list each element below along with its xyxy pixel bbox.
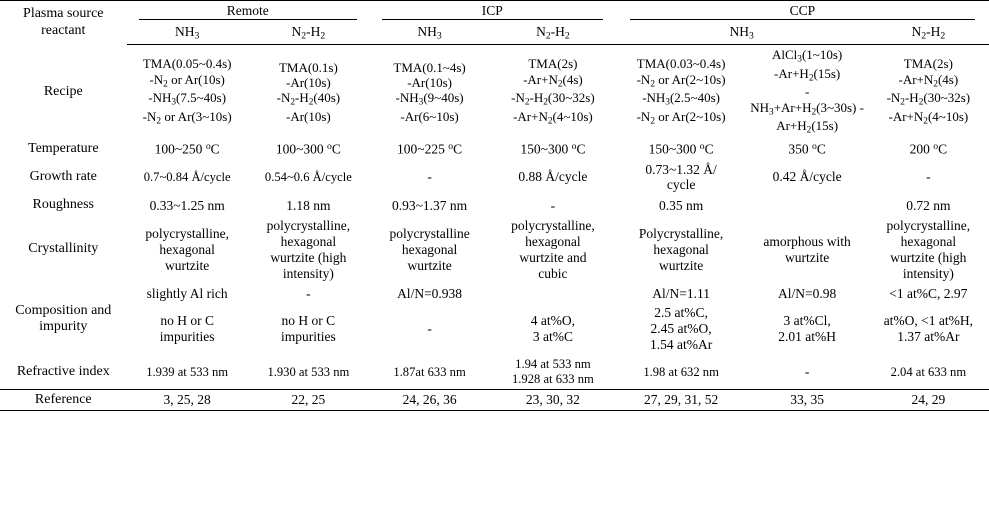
composition-icp-nh3-top: Al/N=0.938 [397, 285, 463, 301]
crystallinity-icp-n2h2 [490, 216, 616, 284]
composition-remote-nh3-top: slightly Al rich [146, 285, 228, 301]
growth-rate-ccp-nh3-a-line1: 0.73~1.32 Å/ [645, 161, 717, 177]
refractive-remote-n2h2: 1.930 at 533 nm [267, 364, 350, 379]
crystallinity-icp-n2h2-l1: polycrystalline, [511, 217, 595, 233]
crystallinity-ccp-nh3-b [747, 216, 868, 284]
reference-ccp-nh3-a: 27, 29, 31, 52 [616, 389, 747, 411]
row-label-composition-l1: Composition and [15, 302, 112, 318]
recipe-remote-nh3: TMA(0.05~0.4s) $-N_2$ or Ar(10s) $-NH_3(7.5\sim 40s)$ $-N_2$ or Ar(3~10s) [142, 56, 232, 127]
reactant-icp-nh3: $NH_3$ [369, 22, 490, 45]
table-row-composition-bottom [0, 303, 989, 355]
composition-remote-nh3 [127, 303, 248, 355]
temperature-ccp-nh3-a: 150~300 $^o$C [648, 141, 714, 157]
header-group-row [0, 1, 989, 22]
reactant-icp-n2h2: $N_2-H_2$ [490, 22, 616, 45]
recipe-icp-n2h2: TMA(2s) $-Ar+N_2(4s)$ $-N_2-H_2(30\sim 32s)$ $-Ar+N_2(4\sim 10s)$ [511, 56, 595, 127]
composition-ccp-nh3-a-l2: 2.45 at%O, [650, 321, 712, 337]
crystallinity-remote-n2h2 [248, 216, 369, 284]
composition-ccp-nh3-a-l1: 2.5 at%C, [654, 305, 708, 321]
composition-ccp-nh3-b-l2: 2.01 at%H [778, 329, 836, 345]
composition-ccp-nh3-a-top: Al/N=1.11 [652, 285, 710, 301]
crystallinity-ccp-nh3-b-l1: amorphous with [763, 233, 851, 249]
composition-ccp-nh3-b-l1: 3 at%Cl, [783, 313, 831, 329]
roughness-remote-nh3: 0.33~1.25 nm [149, 197, 225, 213]
table-row-reference [0, 389, 989, 411]
crystallinity-remote-nh3-l1: polycrystalline, [145, 225, 229, 241]
crystallinity-remote-nh3 [127, 216, 248, 284]
crystallinity-ccp-n2h2 [868, 216, 989, 284]
group-header-icp-label: ICP [382, 3, 603, 20]
reference-ccp-nh3-b: 33, 35 [747, 389, 868, 411]
crystallinity-ccp-nh3-a-l3: wurtzite [658, 257, 704, 273]
composition-icp-n2h2-top [490, 284, 616, 304]
crystallinity-ccp-nh3-a [616, 216, 747, 284]
refractive-ccp-nh3-b: - [804, 364, 810, 380]
crystallinity-icp-n2h2-l2: hexagonal [525, 233, 581, 249]
growth-rate-ccp-nh3-b: 0.42 Å/cycle [772, 169, 842, 185]
table-row-growth-rate [0, 160, 989, 196]
crystallinity-ccp-n2h2-l2: hexagonal [900, 233, 957, 249]
reactant-ccp-nh3: $NH_3$ [616, 22, 868, 45]
composition-ccp-n2h2-l2: 1.37 at%Ar [897, 329, 960, 345]
growth-rate-icp-nh3: - [427, 169, 432, 185]
crystallinity-ccp-nh3-a-l1: Polycrystalline, [638, 225, 724, 241]
recipe-remote-n2h2: TMA(0.1s) -Ar(10s) $-N_2-H_2(40s)$ -Ar(10s) [276, 59, 341, 125]
corner-label [0, 1, 127, 45]
growth-rate-remote-n2h2: 0.54~0.6 Å/cycle [264, 169, 352, 184]
crystallinity-ccp-n2h2-l1: polycrystalline, [886, 217, 971, 233]
crystallinity-remote-n2h2-l1: polycrystalline, [266, 217, 351, 233]
composition-ccp-nh3-a [616, 303, 747, 355]
composition-icp-nh3 [369, 303, 490, 355]
composition-remote-n2h2-l2: impurities [280, 329, 336, 345]
composition-remote-n2h2 [248, 303, 369, 355]
composition-ccp-nh3-a-l3: 1.54 at%Ar [649, 337, 713, 353]
growth-rate-ccp-nh3-a-line2: cycle [666, 177, 696, 193]
crystallinity-remote-nh3-l3: wurtzite [165, 257, 210, 273]
crystallinity-remote-n2h2-l3: wurtzite (high [270, 249, 347, 265]
composition-ccp-nh3-b-top: Al/N=0.98 [777, 285, 837, 301]
group-header-ccp-label: CCP [630, 3, 975, 20]
composition-remote-n2h2-top: - [306, 285, 311, 301]
row-label-composition [0, 284, 127, 356]
composition-ccp-n2h2-top: <1 at%C, 2.97 [889, 285, 968, 301]
row-label-temperature: Temperature [28, 140, 99, 156]
row-label-crystallinity: Crystallinity [28, 241, 99, 257]
crystallinity-ccp-nh3-a-l2: hexagonal [653, 241, 709, 257]
reference-icp-n2h2: 23, 30, 32 [490, 389, 616, 411]
crystallinity-ccp-nh3-b-l2: wurtzite [785, 249, 830, 265]
crystallinity-remote-nh3-l2: hexagonal [159, 241, 215, 257]
growth-rate-icp-n2h2: 0.88 Å/cycle [518, 169, 588, 185]
row-label-composition-l2: impurity [39, 319, 88, 335]
refractive-ccp-n2h2: 2.04 at 633 nm [890, 364, 967, 379]
header-reactant-row [0, 22, 989, 45]
refractive-icp-nh3: 1.87at 633 nm [393, 364, 466, 379]
crystallinity-ccp-n2h2-l3: wurtzite (high [890, 249, 967, 265]
group-header-ccp [616, 1, 989, 22]
refractive-remote-nh3: 1.939 at 533 nm [146, 364, 229, 379]
refractive-ccp-nh3-a: 1.98 at 632 nm [643, 364, 719, 379]
composition-remote-nh3-l1: no H or C [160, 313, 214, 329]
composition-ccp-n2h2-l1: at%O, <1 at%H, [883, 313, 974, 329]
crystallinity-ccp-n2h2-l4: intensity) [902, 265, 954, 281]
reactant-ccp-n2h2: $N_2-H_2$ [868, 22, 989, 45]
composition-icp-n2h2 [490, 303, 616, 355]
crystallinity-icp-nh3-l1: polycrystalline [389, 225, 470, 241]
row-label-recipe: Recipe [43, 83, 83, 99]
roughness-ccp-nh3-b [747, 195, 868, 216]
temperature-icp-nh3: 100~225 $^o$C [397, 141, 463, 157]
growth-rate-ccp-n2h2: - [926, 169, 931, 185]
crystallinity-icp-nh3-l3: wurtzite [407, 257, 452, 273]
reactant-remote-nh3: $NH_3$ [127, 22, 248, 45]
temperature-icp-n2h2: 150~300 $^o$C [520, 141, 586, 157]
composition-ccp-n2h2 [868, 303, 989, 355]
refractive-icp-n2h2-l1: 1.94 at 533 nm [515, 357, 591, 372]
crystallinity-icp-nh3-l2: hexagonal [401, 241, 458, 257]
temperature-remote-n2h2: 100~300 $^o$C [275, 141, 341, 157]
recipe-icp-nh3: TMA(0.1~4s) -Ar(10s) $-NH_3(9\sim 40s)$ -Ar(6~10s) [393, 59, 466, 125]
temperature-ccp-nh3-b: 350 $^o$C [788, 141, 826, 157]
corner-label-line1: Plasma source [23, 6, 104, 22]
crystallinity-icp-n2h2-l4: cubic [538, 265, 568, 281]
temperature-remote-nh3: 100~250 $^o$C [154, 141, 220, 157]
recipe-ccp-nh3-b: AlCl$_3$(1~10s) $-Ar+H_2(15s)$ - $NH_3+Ar+H_2(3\sim 30s) - Ar+H_2(15s)$ [750, 47, 864, 136]
roughness-icp-nh3: 0.93~1.37 nm [391, 197, 468, 213]
refractive-icp-n2h2 [490, 355, 616, 389]
row-label-reference: Reference [0, 389, 127, 411]
table-row-roughness [0, 195, 989, 216]
composition-remote-n2h2-l1: no H or C [281, 313, 336, 329]
table-row-composition-top [0, 284, 989, 304]
refractive-icp-n2h2-l2: 1.928 at 633 nm [511, 372, 594, 387]
table-row-recipe [0, 45, 989, 139]
composition-icp-n2h2-l2: 3 at%C [532, 329, 573, 345]
table-row-refractive-index [0, 355, 989, 389]
recipe-ccp-nh3-a: TMA(0.03~0.4s) $-N_2$ or Ar(2~10s) $-NH_3(2.5\sim 40s)$ $-N_2$ or Ar(2~10s) [636, 56, 726, 127]
group-header-icp [369, 1, 616, 22]
table-row-temperature [0, 139, 989, 160]
roughness-ccp-n2h2: 0.72 nm [906, 197, 951, 213]
table-row-crystallinity [0, 216, 989, 284]
reference-remote-n2h2: 22, 25 [248, 389, 369, 411]
composition-icp-nh3-l1: - [427, 321, 432, 337]
group-header-remote-label: Remote [139, 3, 356, 20]
recipe-ccp-n2h2: TMA(2s) $-Ar+N_2(4s)$ $-N_2-H_2(30\sim 32s)$ $-Ar+N_2(4\sim 10s)$ [886, 56, 971, 127]
growth-rate-remote-nh3: 0.7~0.84 Å/cycle [143, 169, 231, 184]
temperature-ccp-n2h2: 200 $^o$C [909, 141, 948, 157]
roughness-remote-n2h2: 1.18 nm [286, 197, 331, 213]
crystallinity-icp-n2h2-l3: wurtzite and [519, 249, 587, 265]
reference-icp-nh3: 24, 26, 36 [369, 389, 490, 411]
roughness-ccp-nh3-a: 0.35 nm [658, 197, 704, 213]
reference-remote-nh3: 3, 25, 28 [127, 389, 248, 411]
row-label-roughness: Roughness [32, 197, 94, 213]
crystallinity-remote-n2h2-l4: intensity) [282, 265, 334, 281]
corner-label-line2: reactant [41, 22, 86, 38]
reference-ccp-n2h2: 24, 29 [868, 389, 989, 411]
growth-rate-ccp-nh3-a [616, 160, 747, 196]
composition-ccp-nh3-b [747, 303, 868, 355]
row-label-refractive-index: Refractive index [16, 363, 110, 379]
crystallinity-icp-nh3 [369, 216, 490, 284]
reactant-remote-n2h2: $N_2-H_2$ [248, 22, 369, 45]
composition-remote-nh3-l2: impurities [159, 329, 215, 345]
crystallinity-remote-n2h2-l2: hexagonal [280, 233, 337, 249]
row-label-growth-rate: Growth rate [29, 169, 97, 185]
roughness-icp-n2h2: - [550, 197, 556, 213]
group-header-remote [127, 1, 369, 22]
composition-icp-n2h2-l1: 4 at%O, [530, 313, 576, 329]
